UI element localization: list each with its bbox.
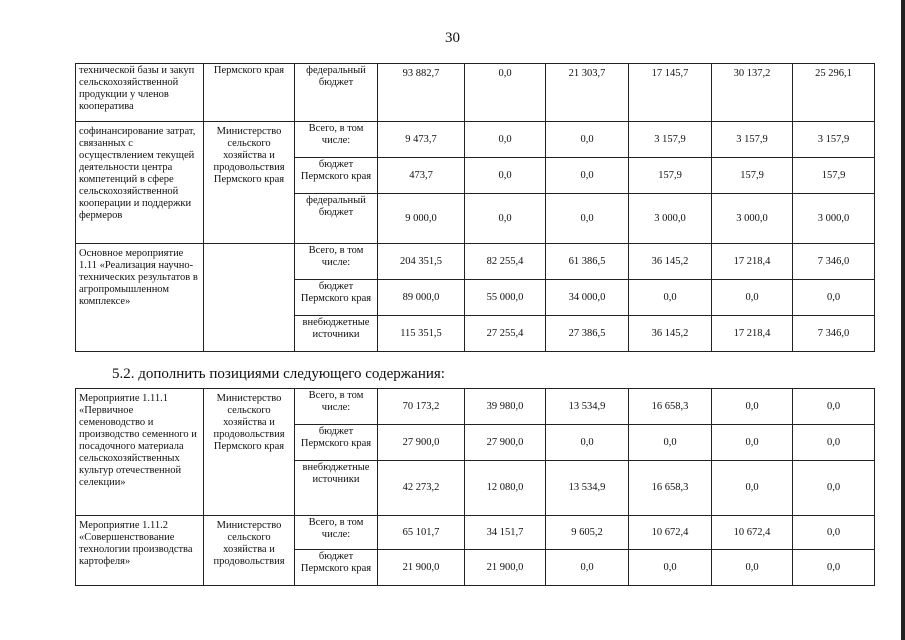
value-cell: 3 000,0 (712, 194, 793, 244)
value-cell: 82 255,4 (465, 244, 546, 280)
value-cell: 61 386,5 (546, 244, 629, 280)
activity-name-cell: Мероприятие 1.11.2 «Совершенствование технологии производства картофеля» (76, 516, 204, 586)
funding-source-cell: бюджет Пермского края (295, 280, 378, 316)
value-cell: 0,0 (793, 425, 875, 461)
value-cell: 204 351,5 (378, 244, 465, 280)
value-cell: 17 218,4 (712, 316, 793, 352)
value-cell: 157,9 (793, 158, 875, 194)
value-cell: 36 145,2 (629, 244, 712, 280)
funding-source-cell: внебюджетные источники (295, 461, 378, 516)
value-cell: 39 980,0 (465, 389, 546, 425)
funding-source-cell: федеральный бюджет (295, 194, 378, 244)
funding-source-cell: Всего, в том числе: (295, 516, 378, 550)
funding-source-cell: Всего, в том числе: (295, 389, 378, 425)
value-cell: 16 658,3 (629, 461, 712, 516)
page-number: 30 (445, 30, 460, 46)
value-cell: 7 346,0 (793, 316, 875, 352)
value-cell: 13 534,9 (546, 389, 629, 425)
value-cell: 0,0 (546, 550, 629, 586)
value-cell: 0,0 (712, 425, 793, 461)
value-cell: 27 386,5 (546, 316, 629, 352)
value-cell: 0,0 (629, 425, 712, 461)
value-cell: 10 672,4 (629, 516, 712, 550)
value-cell: 89 000,0 (378, 280, 465, 316)
value-cell: 0,0 (712, 550, 793, 586)
value-cell: 21 900,0 (465, 550, 546, 586)
executor-cell: Министерство сельского хозяйства и продовольствия Пермского края (204, 122, 295, 244)
budget-table-continuation (75, 63, 875, 352)
value-cell: 13 534,9 (546, 461, 629, 516)
value-cell: 3 157,9 (629, 122, 712, 158)
value-cell: 12 080,0 (465, 461, 546, 516)
value-cell: 16 658,3 (629, 389, 712, 425)
budget-table-additions (75, 388, 875, 586)
value-cell: 34 000,0 (546, 280, 629, 316)
value-cell: 0,0 (465, 64, 546, 122)
value-cell: 27 255,4 (465, 316, 546, 352)
funding-source-cell: федеральный бюджет (295, 64, 378, 122)
activity-name-cell: Основное мероприятие 1.11 «Реализация научно-технических результатов в агропромышленном комплексе» (76, 244, 204, 352)
table-row (76, 122, 875, 158)
value-cell: 0,0 (793, 389, 875, 425)
value-cell: 65 101,7 (378, 516, 465, 550)
value-cell: 0,0 (629, 280, 712, 316)
value-cell: 30 137,2 (712, 64, 793, 122)
value-cell: 157,9 (712, 158, 793, 194)
value-cell: 0,0 (465, 158, 546, 194)
value-cell: 0,0 (712, 389, 793, 425)
value-cell: 0,0 (546, 158, 629, 194)
value-cell: 0,0 (712, 461, 793, 516)
value-cell: 3 000,0 (629, 194, 712, 244)
activity-name-cell: технической базы и закуп сельскохозяйственной продукции у членов кооператива (76, 64, 204, 122)
funding-source-cell: внебюджетные источники (295, 316, 378, 352)
value-cell: 27 900,0 (465, 425, 546, 461)
value-cell: 0,0 (793, 280, 875, 316)
value-cell: 9 473,7 (378, 122, 465, 158)
value-cell: 10 672,4 (712, 516, 793, 550)
value-cell: 0,0 (465, 122, 546, 158)
value-cell: 7 346,0 (793, 244, 875, 280)
executor-cell: Министерство сельского хозяйства и продовольствия (204, 516, 295, 586)
value-cell: 9 000,0 (378, 194, 465, 244)
table-row (76, 64, 875, 122)
value-cell: 21 303,7 (546, 64, 629, 122)
value-cell: 0,0 (546, 194, 629, 244)
value-cell: 473,7 (378, 158, 465, 194)
value-cell: 0,0 (546, 122, 629, 158)
value-cell: 55 000,0 (465, 280, 546, 316)
value-cell: 34 151,7 (465, 516, 546, 550)
value-cell: 17 218,4 (712, 244, 793, 280)
executor-cell: Министерство сельского хозяйства и продовольствия Пермского края (204, 389, 295, 516)
value-cell: 17 145,7 (629, 64, 712, 122)
value-cell: 0,0 (712, 280, 793, 316)
value-cell: 70 173,2 (378, 389, 465, 425)
funding-source-cell: Всего, в том числе: (295, 244, 378, 280)
scan-edge (901, 0, 905, 640)
table-row (76, 389, 875, 425)
value-cell: 0,0 (793, 461, 875, 516)
executor-cell (204, 244, 295, 352)
value-cell: 3 157,9 (712, 122, 793, 158)
value-cell: 3 000,0 (793, 194, 875, 244)
value-cell: 0,0 (465, 194, 546, 244)
value-cell: 0,0 (793, 550, 875, 586)
funding-source-cell: бюджет Пермского края (295, 425, 378, 461)
value-cell: 21 900,0 (378, 550, 465, 586)
activity-name-cell: софинансирование затрат, связанных с осуществлением текущей деятельности центра компетенций в сфере сельскохозяйственной кооперации и поддержки фермеров (76, 122, 204, 244)
value-cell: 9 605,2 (546, 516, 629, 550)
table-row (76, 244, 875, 280)
funding-source-cell: Всего, в том числе: (295, 122, 378, 158)
section-heading: 5.2. дополнить позициями следующего содержания: (112, 366, 445, 382)
funding-source-cell: бюджет Пермского края (295, 158, 378, 194)
table-row (76, 516, 875, 550)
value-cell: 25 296,1 (793, 64, 875, 122)
value-cell: 115 351,5 (378, 316, 465, 352)
value-cell: 93 882,7 (378, 64, 465, 122)
value-cell: 42 273,2 (378, 461, 465, 516)
value-cell: 0,0 (793, 516, 875, 550)
value-cell: 36 145,2 (629, 316, 712, 352)
activity-name-cell: Мероприятие 1.11.1 «Первичное семеноводство и производство семенного и посадочного материала сельскохозяйственных культур отечественной селекции» (76, 389, 204, 516)
value-cell: 157,9 (629, 158, 712, 194)
value-cell: 3 157,9 (793, 122, 875, 158)
executor-cell: Пермского края (204, 64, 295, 122)
value-cell: 0,0 (629, 550, 712, 586)
value-cell: 0,0 (546, 425, 629, 461)
value-cell: 27 900,0 (378, 425, 465, 461)
funding-source-cell: бюджет Пермского края (295, 550, 378, 586)
